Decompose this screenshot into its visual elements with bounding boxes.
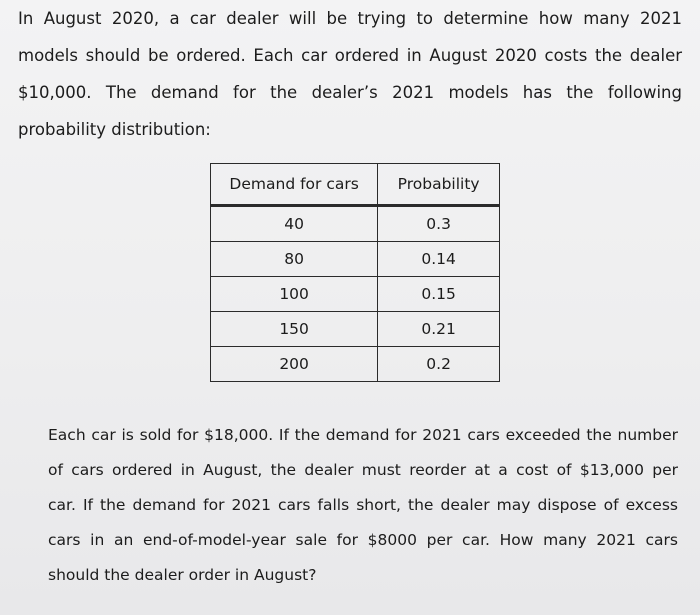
probability-cell: 0.21 <box>378 312 500 347</box>
question-line: cars in an end-of-model-year sale for $8000 per car. How many 2021 cars <box>48 531 678 549</box>
table-row <box>211 242 500 277</box>
question-line: should the dealer order in August? <box>48 566 317 584</box>
question-line: of cars ordered in August, the dealer must reorder at a cost of $13,000 per <box>48 461 678 479</box>
table-header-row <box>211 164 500 206</box>
table-row <box>211 312 500 347</box>
probability-cell: 0.14 <box>378 242 500 277</box>
probability-cell: 0.3 <box>378 206 500 242</box>
question-line: car. If the demand for 2021 cars falls short, the dealer may dispose of excess <box>48 496 678 514</box>
intro-line: In August 2020, a car dealer will be trying to determine how many 2021 <box>18 9 682 28</box>
problem-question-paragraph <box>48 418 678 593</box>
demand-cell: 150 <box>211 312 378 347</box>
header-probability: Probability <box>378 164 500 206</box>
header-demand-for-cars: Demand for cars <box>211 164 378 206</box>
demand-cell: 100 <box>211 277 378 312</box>
table-row <box>211 347 500 382</box>
problem-intro-paragraph <box>18 0 682 148</box>
intro-line: probability distribution: <box>18 120 211 139</box>
demand-probability-table <box>210 163 500 382</box>
demand-cell: 80 <box>211 242 378 277</box>
table-row <box>211 206 500 242</box>
table-row <box>211 277 500 312</box>
question-line: Each car is sold for $18,000. If the demand for 2021 cars exceeded the number <box>48 426 678 444</box>
probability-cell: 0.2 <box>378 347 500 382</box>
intro-line: $10,000. The demand for the dealer’s 2021 models has the following <box>18 83 682 102</box>
demand-probability-table-container <box>210 163 500 382</box>
demand-cell: 200 <box>211 347 378 382</box>
intro-line: models should be ordered. Each car ordered in August 2020 costs the dealer <box>18 46 682 65</box>
probability-cell: 0.15 <box>378 277 500 312</box>
demand-cell: 40 <box>211 206 378 242</box>
